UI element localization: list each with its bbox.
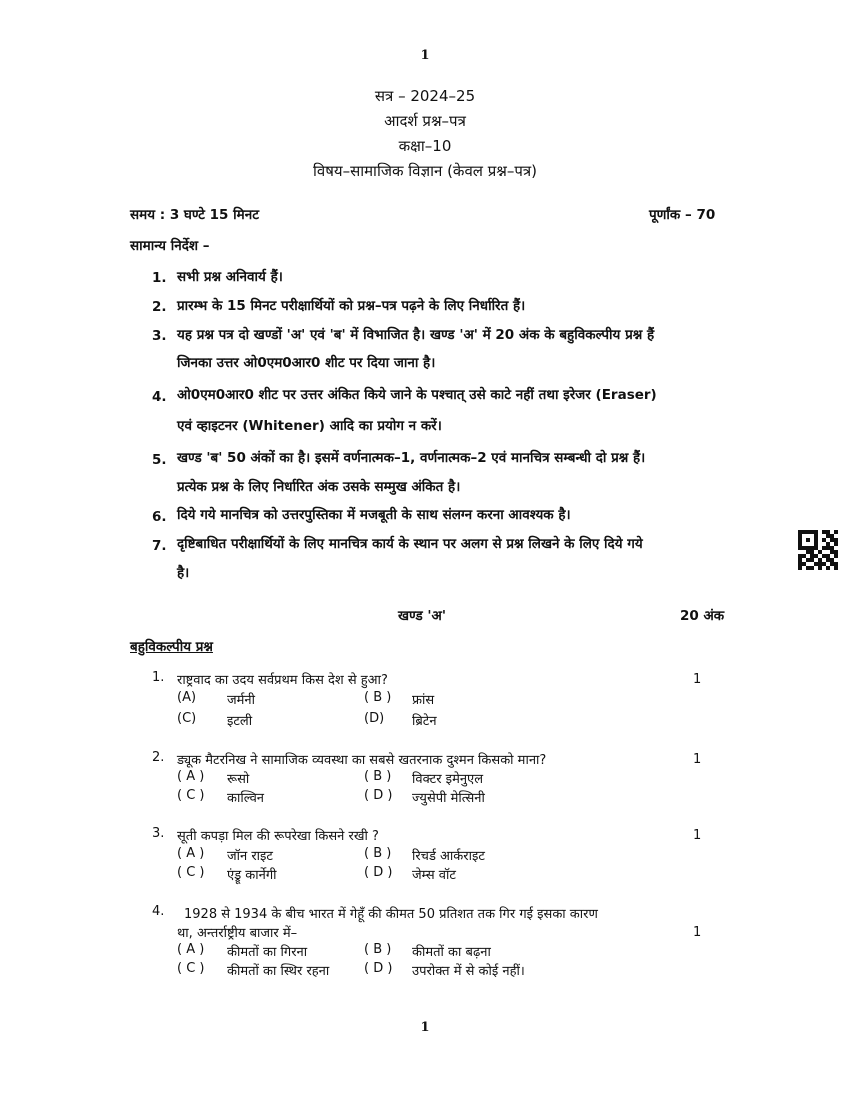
page-number-top: 1 xyxy=(420,48,430,63)
option-text: उपरोक्त में से कोई नहीं। xyxy=(412,964,525,979)
option-label: ( B ) xyxy=(364,690,392,705)
option-label: ( B ) xyxy=(364,846,392,861)
option-text: जेम्स वॉट xyxy=(412,868,456,883)
option-label: ( A ) xyxy=(177,846,205,861)
qr-code-icon xyxy=(798,530,838,570)
instruction-text: ओ0एम0आर0 शीट पर उत्तर अंकित किये जाने के पश्चात् उसे काटे नहीं तथा इरेजर (Eraser) xyxy=(177,387,657,403)
option-text: कीमतों का गिरना xyxy=(227,945,308,960)
question-number: 4. xyxy=(152,904,165,919)
option-text: ब्रिटेन xyxy=(412,714,437,729)
option-text: रूसो xyxy=(227,772,250,787)
option-label: ( C ) xyxy=(177,865,205,880)
instructions-title: सामान्य निर्देश – xyxy=(130,238,210,254)
instruction-number: 5. xyxy=(152,452,167,468)
option-text: कीमतों का बढ़ना xyxy=(412,945,491,960)
instruction-text: खण्ड 'ब' 50 अंकों का है। इसमें वर्णनात्मक–1, वर्णनात्मक–2 एवं मानचित्र सम्बन्धी दो प्रश्न हैं। xyxy=(177,450,646,466)
option-text: इटली xyxy=(227,714,253,729)
section-marks: 20 अंक xyxy=(680,608,725,624)
question-marks: 1 xyxy=(693,672,702,687)
instruction-text: प्रारम्भ के 15 मिनट परीक्षार्थियों को प्रश्न–पत्र पढ़ने के लिए निर्धारित हैं। xyxy=(177,298,526,314)
option-label: (D) xyxy=(364,711,385,726)
instruction-text: सभी प्रश्न अनिवार्य हैं। xyxy=(177,269,283,285)
question-number: 2. xyxy=(152,750,165,765)
option-label: (C) xyxy=(177,711,197,726)
instruction-text: दिये गये मानचित्र को उत्तरपुस्तिका में मजबूती के साथ संलग्न करना आवश्यक है। xyxy=(177,507,571,523)
instruction-text: जिनका उत्तर ओ0एम0आर0 शीट पर दिया जाना है। xyxy=(177,355,436,371)
option-text: ज्युसेपी मेत्सिनी xyxy=(412,791,485,806)
instruction-number: 3. xyxy=(152,328,167,344)
option-label: ( D ) xyxy=(364,788,393,803)
question-text: सूती कपड़ा मिल की रूपरेखा किसने रखी ? xyxy=(177,829,379,844)
instruction-number: 4. xyxy=(152,389,167,405)
instruction-text: यह प्रश्न पत्र दो खण्डों 'अ' एवं 'ब' में विभाजित है। खण्ड 'अ' में 20 अंक के बहुविकल्पीय प्रश्न हैं xyxy=(177,327,655,343)
instruction-text: दृष्टिबाधित परीक्षार्थियों के लिए मानचित्र कार्य के स्थान पर अलग से प्रश्न लिखने के लिए दिये गये xyxy=(177,536,643,552)
option-label: ( A ) xyxy=(177,942,205,957)
option-label: (A) xyxy=(177,690,197,705)
instruction-number: 1. xyxy=(152,270,167,286)
instruction-text: है। xyxy=(177,565,190,581)
question-type-heading: बहुविकल्पीय प्रश्न xyxy=(130,639,213,655)
option-label: ( B ) xyxy=(364,942,392,957)
instruction-text: प्रत्येक प्रश्न के लिए निर्धारित अंक उसके सम्मुख अंकित है। xyxy=(177,479,461,495)
instruction-number: 7. xyxy=(152,538,167,554)
paper-type-title: आदर्श प्रश्न–पत्र xyxy=(384,112,466,130)
option-label: ( D ) xyxy=(364,865,393,880)
question-marks: 1 xyxy=(693,828,702,843)
question-text: 1928 से 1934 के बीच भारत में गेहूँ की कीमत 50 प्रतिशत तक गिर गई इसका कारण xyxy=(184,907,598,922)
instruction-number: 2. xyxy=(152,299,167,315)
question-number: 1. xyxy=(152,670,165,685)
option-text: काल्विन xyxy=(227,791,265,806)
page-number-bottom: 1 xyxy=(420,1020,430,1035)
instruction-number: 6. xyxy=(152,509,167,525)
option-text: जर्मनी xyxy=(227,693,256,708)
option-text: एंड्रू कार्नेगी xyxy=(227,868,277,883)
subject-title: विषय–सामाजिक विज्ञान (केवल प्रश्न–पत्र) xyxy=(312,162,538,180)
question-text: राष्ट्रवाद का उदय सर्वप्रथम किस देश से हुआ? xyxy=(177,673,388,688)
question-number: 3. xyxy=(152,826,165,841)
option-text: रिचर्ड आर्कराइट xyxy=(412,849,485,864)
option-text: विक्टर इमेनुएल xyxy=(412,772,484,787)
option-text: जॉन राइट xyxy=(227,849,273,864)
session-title: सत्र – 2024–25 xyxy=(374,87,476,105)
section-name: खण्ड 'अ' xyxy=(398,608,446,624)
option-text: फ्रांस xyxy=(412,693,435,708)
max-marks: पूर्णांक – 70 xyxy=(649,207,716,223)
option-text: कीमतों का स्थिर रहना xyxy=(227,964,330,979)
instruction-text: एवं व्हाइटनर (Whitener) आदि का प्रयोग न करें। xyxy=(177,418,442,434)
question-marks: 1 xyxy=(693,925,702,940)
option-label: ( C ) xyxy=(177,961,205,976)
time-allowed: समय : 3 घण्टे 15 मिनट xyxy=(130,207,260,223)
option-label: ( A ) xyxy=(177,769,205,784)
question-marks: 1 xyxy=(693,752,702,767)
option-label: ( D ) xyxy=(364,961,393,976)
option-label: ( C ) xyxy=(177,788,205,803)
question-text: ड्यूक मैटरनिख ने सामाजिक व्यवस्था का सबसे खतरनाक दुश्मन किसको माना? xyxy=(177,753,547,768)
option-label: ( B ) xyxy=(364,769,392,784)
class-title: कक्षा–10 xyxy=(398,137,452,155)
question-text: था, अन्तर्राष्ट्रीय बाजार में– xyxy=(177,926,298,941)
